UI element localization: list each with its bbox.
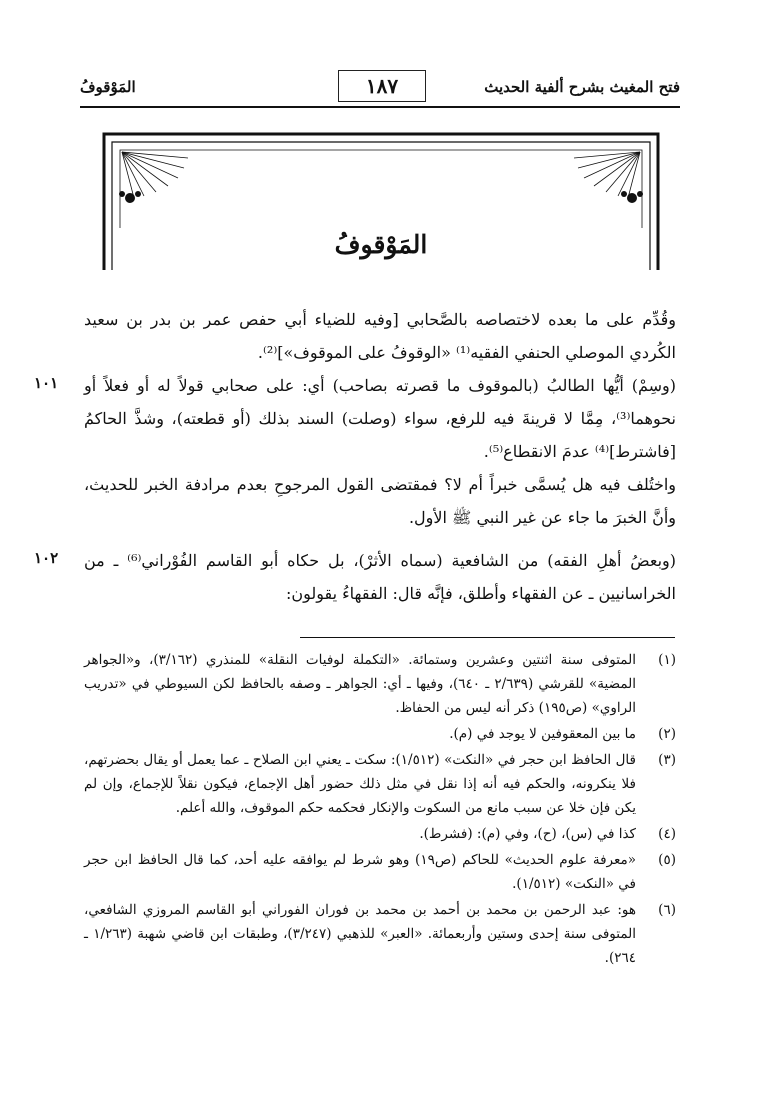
chapter-title: المَوْقوفُ xyxy=(334,230,428,259)
paragraph-text: واختُلف فيه هل يُسمَّى خبراً أم لا؟ فمقتضى القول المرجوحِ بعدم مرادفة الخبر للحديث، وأنَّ الخبرَ ما جاء عن غير النبي ﷺ الأول. xyxy=(84,475,677,527)
page-number: ١٨٧ xyxy=(338,70,426,102)
running-header xyxy=(80,70,680,110)
footnote-number: (٦) xyxy=(658,902,676,918)
footnote-text: «معرفة علوم الحديث» للحاكم (ص١٩) وهو شرط لم يوافقه عليه أحد، كما قال الحافظ ابن حجر في «النكت» (١/٥١٢). xyxy=(84,852,637,892)
chapter-frame xyxy=(98,128,664,276)
paragraph-4 xyxy=(84,544,676,610)
footnote-number: (٣) xyxy=(658,752,676,768)
footnote-text: المتوفى سنة اثنتين وعشرين وستمائة. «التكملة لوفيات النقلة» للمنذري (٣/١٦٢)، و«الجواهر المضية» للقرشي (٢/٦٣٩ ـ ٦٤٠)، وفيها ـ أي: الجواهر ـ وصفه بالحافظ لكن السيوطي في «تدريب الراوي» (ص١٩٥) ذكر أنه ليس من الحفاظ. xyxy=(84,652,636,716)
footnote-text: قال الحافظ ابن حجر في «النكت» (١/٥١٢): سكت ـ يعني ابن الصلاح ـ عما يعمل أو يقال بحضرتهم، فلا ينكرونه، والحكم فيه أنه إذا نقل في مثل ذلك حضور أهل الإجماع، فيكون نقلاً للإجماع، وإن لم يكن فإن خلا عن سبب مانع من السكوت والإنكار فحكمه حكم الموقوف، والله أعلم. xyxy=(84,752,636,816)
paragraph-3 xyxy=(84,468,676,534)
footnote-text: ما بين المعقوفين لا يوجد في (م). xyxy=(449,726,636,742)
footnote-item xyxy=(84,722,676,746)
footnote-separator xyxy=(300,637,675,638)
paragraph-text: (وبعضُ أهلِ الفقه) من الشافعية (سماه الأثرْ)، بل حكاه أبو القاسم الفُوْراني⁽⁶⁾ ـ من الخراسانيين ـ عن الفقهاء وأطلق، فإنَّه قال: الفقهاءُ يقولون: xyxy=(84,551,676,603)
paragraph-text: وقُدِّم على ما بعده لاختصاصه بالصَّحابي [وفيه للضياء أبي حفص عمر بن بدر بن سعيد الكُردي الموصلي الحنفي الفقيه⁽¹⁾ «الوقوفُ على الموقوف»]⁽²⁾. xyxy=(84,310,676,362)
paragraph-1 xyxy=(84,303,676,369)
footnote-item xyxy=(84,648,676,720)
footnote-text: كذا في (س)، (ح)، وفي (م): (فشرط). xyxy=(419,826,636,842)
footnote-item xyxy=(84,822,676,846)
chapter-running-title: المَوْقوفُ xyxy=(80,78,136,96)
paragraph-text: (وسِمْ) أيُّها الطالبُ (بالموقوف ما قصرته بصاحب) أي: على صحابي قولاً له أو فعلاً أو نحوهما⁽³⁾، مِمَّا لا قرينةَ فيه للرفع، سواء (وصلت) السند بذلك (أو قطعته)، وشذَّ الحاكمُ [فاشترط]⁽⁴⁾ عدمَ الانقطاع⁽⁵⁾. xyxy=(84,376,677,461)
footnote-item xyxy=(84,898,676,970)
paragraph-2 xyxy=(84,369,676,468)
verse-number: ١٠٢ xyxy=(34,549,59,567)
book-title: فتح المغيث بشرح ألفية الحديث xyxy=(484,78,680,96)
footnotes xyxy=(84,648,676,972)
footnote-number: (٤) xyxy=(658,826,676,842)
footnote-number: (٥) xyxy=(658,852,676,868)
footnote-item xyxy=(84,748,676,820)
footnote-text: هو: عبد الرحمن بن محمد بن أحمد بن محمد بن فوران الفوراني أبو القاسم المروزي الشافعي، المتوفى سنة إحدى وستين وأربعمائة. «العبر» للذهبي (٣/٢٤٧)، وطبقات ابن قاضي شهبة (١/٢٦٣ ـ ٢٦٤). xyxy=(84,902,636,966)
header-rule xyxy=(80,106,680,108)
footnote-number: (٢) xyxy=(658,726,676,742)
footnote-item xyxy=(84,848,676,896)
footnote-number: (١) xyxy=(658,652,676,668)
verse-number: ١٠١ xyxy=(34,374,59,392)
